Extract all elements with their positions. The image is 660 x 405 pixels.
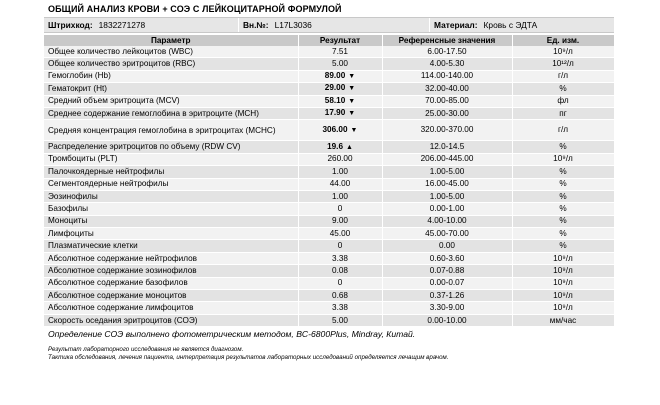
result-value: 58.10 bbox=[324, 95, 346, 105]
unit: фл bbox=[512, 95, 614, 107]
arrow-up-icon: ▲ bbox=[346, 143, 353, 151]
unit: 10⁹/л bbox=[512, 290, 614, 302]
result-value: 1.00 bbox=[332, 191, 348, 201]
result-value: 0 bbox=[337, 203, 343, 213]
reference-range: 0.00-0.07 bbox=[382, 277, 512, 289]
parameter-name: Гемоглобин (Hb) bbox=[44, 70, 298, 82]
unit: пг bbox=[512, 107, 614, 119]
result-value-cell bbox=[298, 228, 382, 240]
table-row bbox=[44, 178, 614, 190]
reference-range: 12.0-14.5 bbox=[382, 141, 512, 153]
result-value: 17.90 bbox=[324, 108, 346, 118]
parameter-name: Тромбоциты (PLT) bbox=[44, 153, 298, 165]
parameter-name: Средняя концентрация гемоглобина в эритроцитах (MCHC) bbox=[44, 120, 298, 141]
result-value: 89.00 bbox=[324, 70, 346, 80]
barcode-value: 1832271278 bbox=[98, 20, 146, 30]
unit: % bbox=[512, 141, 614, 153]
unit: % bbox=[512, 166, 614, 178]
parameter-name: Распределение эритроцитов по объему (RDW CV) bbox=[44, 141, 298, 153]
result-value: 5.00 bbox=[332, 315, 348, 325]
parameter-name: Эозинофилы bbox=[44, 190, 298, 202]
table-row bbox=[44, 228, 614, 240]
result-value-cell bbox=[298, 83, 382, 95]
unit: 10⁹/л bbox=[512, 302, 614, 314]
parameter-name: Сегментоядерные нейтрофилы bbox=[44, 178, 298, 190]
table-row bbox=[44, 314, 614, 326]
result-value: 0 bbox=[337, 278, 343, 288]
reference-range: 16.00-45.00 bbox=[382, 178, 512, 190]
table-row bbox=[44, 141, 614, 153]
reference-range: 0.00 bbox=[382, 240, 512, 252]
ext-number-cell bbox=[238, 18, 429, 32]
table-row bbox=[44, 240, 614, 252]
result-value-cell bbox=[298, 302, 382, 314]
parameter-name: Палочкоядерные нейтрофилы bbox=[44, 166, 298, 178]
unit: 10⁹/л bbox=[512, 153, 614, 165]
table-row bbox=[44, 107, 614, 119]
parameter-name: Лимфоциты bbox=[44, 228, 298, 240]
result-value-cell bbox=[298, 166, 382, 178]
result-value: 0.08 bbox=[332, 265, 348, 275]
result-value: 3.38 bbox=[332, 303, 348, 313]
arrow-down-icon: ▼ bbox=[348, 72, 356, 80]
unit: % bbox=[512, 215, 614, 227]
material-label: Материал: bbox=[434, 20, 478, 30]
parameter-name: Моноциты bbox=[44, 215, 298, 227]
arrow-down-icon: ▼ bbox=[348, 97, 356, 105]
parameter-name: Гематокрит (Ht) bbox=[44, 83, 298, 95]
results-body bbox=[44, 46, 614, 327]
result-value: 0 bbox=[337, 241, 343, 251]
result-value-cell bbox=[298, 141, 382, 153]
parameter-name: Средний объем эритроцита (MCV) bbox=[44, 95, 298, 107]
unit: г/л bbox=[512, 120, 614, 141]
reference-range: 25.00-30.00 bbox=[382, 107, 512, 119]
reference-range: 1.00-5.00 bbox=[382, 166, 512, 178]
disclaimer-diagnosis: Результат лабораторного исследования не является диагнозом. bbox=[48, 346, 244, 354]
result-value: 45.00 bbox=[329, 228, 351, 238]
result-value-cell bbox=[298, 203, 382, 215]
reference-range: 0.07-0.88 bbox=[382, 265, 512, 277]
parameter-name: Базофилы bbox=[44, 203, 298, 215]
parameter-name: Абсолютное содержание моноцитов bbox=[44, 290, 298, 302]
reference-range: 320.00-370.00 bbox=[382, 120, 512, 141]
lab-report-sheet bbox=[44, 0, 614, 405]
unit: % bbox=[512, 83, 614, 95]
table-row bbox=[44, 120, 614, 141]
result-value-cell bbox=[298, 153, 382, 165]
unit: г/л bbox=[512, 70, 614, 82]
table-row bbox=[44, 95, 614, 107]
results-table bbox=[44, 35, 615, 327]
unit: 10⁹/л bbox=[512, 46, 614, 58]
result-value: 1.00 bbox=[332, 166, 348, 176]
result-value-cell bbox=[298, 58, 382, 70]
result-value-cell bbox=[298, 95, 382, 107]
arrow-down-icon: ▼ bbox=[348, 85, 356, 93]
parameter-name: Абсолютное содержание лимфоцитов bbox=[44, 302, 298, 314]
parameter-name: Абсолютное содержание базофилов bbox=[44, 277, 298, 289]
result-value-cell bbox=[298, 265, 382, 277]
reference-range: 0.00-1.00 bbox=[382, 203, 512, 215]
table-row bbox=[44, 46, 614, 58]
column-header-result: Результат bbox=[298, 35, 382, 46]
result-value-cell bbox=[298, 252, 382, 264]
reference-range: 6.00-17.50 bbox=[382, 46, 512, 58]
parameter-name: Общее количество эритроцитов (RBC) bbox=[44, 58, 298, 70]
table-row bbox=[44, 83, 614, 95]
reference-range: 3.30-9.00 bbox=[382, 302, 512, 314]
table-row bbox=[44, 252, 614, 264]
table-row bbox=[44, 290, 614, 302]
unit: % bbox=[512, 203, 614, 215]
result-value-cell bbox=[298, 240, 382, 252]
parameter-name: Скорость оседания эритроцитов (СОЭ) bbox=[44, 314, 298, 326]
column-header-reference: Референсные значения bbox=[382, 35, 512, 46]
column-header-parameter: Параметр bbox=[44, 35, 298, 46]
result-value-cell bbox=[298, 290, 382, 302]
material-cell bbox=[429, 18, 614, 32]
result-value-cell bbox=[298, 70, 382, 82]
parameter-name: Абсолютное содержание эозинофилов bbox=[44, 265, 298, 277]
result-value: 9.00 bbox=[332, 216, 348, 226]
unit: 10⁹/л bbox=[512, 252, 614, 264]
result-value: 306.00 bbox=[322, 124, 348, 134]
parameter-name: Общее количество лейкоцитов (WBC) bbox=[44, 46, 298, 58]
table-row bbox=[44, 190, 614, 202]
method-note: Определение СОЭ выполнено фотометрическим методом, BC-6800Plus, Mindray, Китай. bbox=[48, 329, 416, 340]
unit: % bbox=[512, 228, 614, 240]
reference-range: 70.00-85.00 bbox=[382, 95, 512, 107]
barcode-label: Штрихкод: bbox=[48, 20, 93, 30]
result-value: 29.00 bbox=[324, 83, 346, 93]
result-value-cell bbox=[298, 215, 382, 227]
parameter-name: Плазматические клетки bbox=[44, 240, 298, 252]
reference-range: 206.00-445.00 bbox=[382, 153, 512, 165]
arrow-down-icon: ▼ bbox=[350, 126, 358, 134]
column-header-unit: Ед. изм. bbox=[512, 35, 614, 46]
result-value: 7.51 bbox=[332, 46, 348, 56]
result-value-cell bbox=[298, 46, 382, 58]
result-value: 19.6 bbox=[327, 141, 343, 151]
unit: мм/час bbox=[512, 314, 614, 326]
table-row bbox=[44, 265, 614, 277]
unit: % bbox=[512, 178, 614, 190]
arrow-down-icon: ▼ bbox=[348, 110, 356, 118]
result-value: 44.00 bbox=[329, 179, 351, 189]
result-value: 260.00 bbox=[327, 154, 353, 164]
table-row bbox=[44, 302, 614, 314]
table-row bbox=[44, 58, 614, 70]
result-value: 0.68 bbox=[332, 290, 348, 300]
unit: 10¹²/л bbox=[512, 58, 614, 70]
table-row bbox=[44, 166, 614, 178]
reference-range: 1.00-5.00 bbox=[382, 190, 512, 202]
results-header-row bbox=[44, 35, 614, 46]
reference-range: 0.00-10.00 bbox=[382, 314, 512, 326]
result-value-cell bbox=[298, 314, 382, 326]
report-title: ОБЩИЙ АНАЛИЗ КРОВИ + СОЭ С ЛЕЙКОЦИТАРНОЙ ФОРМУЛОЙ bbox=[48, 4, 342, 14]
table-row bbox=[44, 153, 614, 165]
reference-range: 114.00-140.00 bbox=[382, 70, 512, 82]
table-row bbox=[44, 215, 614, 227]
parameter-name: Абсолютное содержание нейтрофилов bbox=[44, 252, 298, 264]
unit: 10⁹/л bbox=[512, 265, 614, 277]
reference-range: 32.00-40.00 bbox=[382, 83, 512, 95]
table-row bbox=[44, 203, 614, 215]
parameter-name: Среднее содержание гемоглобина в эритроците (MCH) bbox=[44, 107, 298, 119]
unit: % bbox=[512, 190, 614, 202]
result-value-cell bbox=[298, 178, 382, 190]
unit: % bbox=[512, 240, 614, 252]
result-value-cell bbox=[298, 107, 382, 119]
reference-range: 0.60-3.60 bbox=[382, 252, 512, 264]
unit: 10⁹/л bbox=[512, 277, 614, 289]
result-value: 3.38 bbox=[332, 253, 348, 263]
ext-number-value: L17L3036 bbox=[274, 20, 312, 30]
material-value: Кровь с ЭДТА bbox=[483, 20, 538, 30]
reference-range: 0.37-1.26 bbox=[382, 290, 512, 302]
reference-range: 4.00-5.30 bbox=[382, 58, 512, 70]
disclaimer-interpretation: Тактика обследования, лечения пациента, интерпретация результатов лабораторных исследований определяется лечащим врачом. bbox=[48, 354, 449, 362]
ext-number-label: Вн.№: bbox=[243, 20, 269, 30]
barcode-cell bbox=[44, 18, 238, 32]
table-row bbox=[44, 277, 614, 289]
result-value-cell bbox=[298, 277, 382, 289]
reference-range: 45.00-70.00 bbox=[382, 228, 512, 240]
table-row bbox=[44, 70, 614, 82]
sample-info-bar bbox=[44, 17, 614, 33]
result-value: 5.00 bbox=[332, 59, 348, 69]
result-value-cell bbox=[298, 120, 382, 141]
reference-range: 4.00-10.00 bbox=[382, 215, 512, 227]
result-value-cell bbox=[298, 190, 382, 202]
